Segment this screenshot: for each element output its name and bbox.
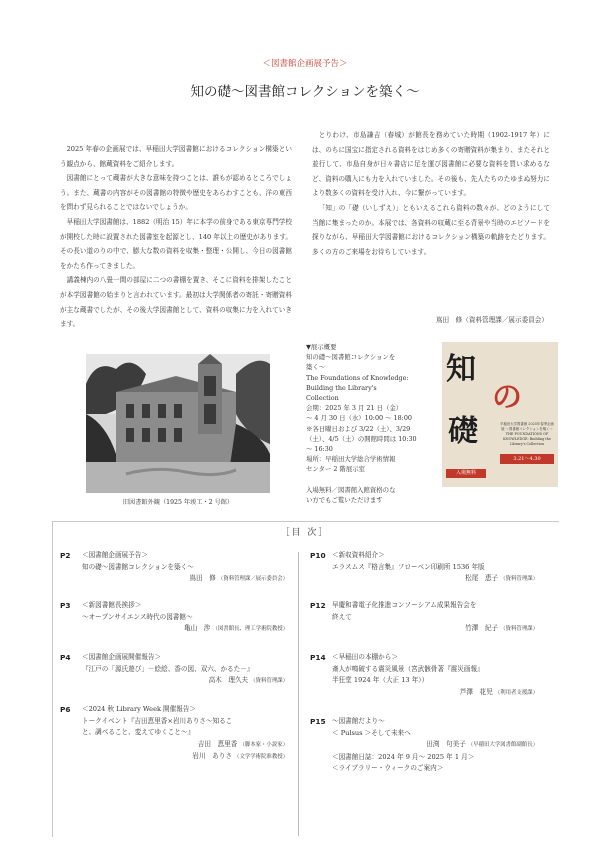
exhibit-line: 場所：早稲田大学総合学術情報 [306,455,396,464]
exhibit-line: 会期：2025 年 3 月 21 日（金） [306,404,403,413]
poster-text [500,422,554,447]
toc-line: 早慶和書電子化推進コンソーシアム成果報告会を [332,601,477,609]
article-left-column [60,142,292,332]
toc-entry-p12[interactable] [310,600,542,636]
toc-divider [298,552,299,836]
poster-char: 礎 [448,414,478,449]
toc-entry-p4[interactable] [60,652,292,688]
toc-line: ＜図書館企画展開催報告＞ [82,653,162,661]
toc-line: 知の礎〜図書館コレクションを築く〜 [82,562,194,571]
exhibit-line: 〜 4 月 30 日（水）10:00 〜 18:00 [306,414,412,423]
toc-line: 〜オープンサイエンス時代の図書館〜 [82,612,193,621]
exhibition-poster [442,342,558,487]
toc-entry-p14[interactable] [310,652,542,699]
toc-title: ［目 次］ [280,528,330,538]
exhibit-line: い方でもご覧いただけます [306,496,383,505]
poster-dates: 3.21〜4.30 [500,454,554,464]
toc-line: と、調べること、変えてゆくこと〜』 [82,728,195,737]
exhibit-line: 築く〜 [306,363,326,372]
poster-char: の [492,380,522,415]
toc-author: 岩川 ありさ （文学学術院准教授） [192,752,288,761]
paragraph: 早稲田大学図書館は、1882（明治 15）年に本学の前身である東京専門学校が開校した時に設置された図書室を起源とし、140 年以上の歴史があります。その長い道のりの中で、膨大な数の資料を収集・整理・公開し、今日の図書館をかたち作ってきました。 [60,217,292,270]
exhibit-line: センター 2 階展示室 [306,465,365,474]
toc-page: P6 [60,705,71,714]
exhibit-line: Collection [306,394,339,403]
toc-author: 吉田 恵里香 （脚本家・小説家） [197,739,288,748]
toc-page: P14 [310,653,326,662]
toc-line: ＜新図書館長挨拶＞ [82,601,142,609]
poster-free-badge: 入場無料 [446,469,486,478]
toc-page: P12 [310,601,326,610]
exhibit-line: ▼展示概要 [306,343,337,351]
toc-line: ＜図書館企画展予告＞ [82,551,148,559]
building-illustration [86,354,270,493]
toc-author: 亀山 渉 （図書館長、理工学術院教授） [184,624,288,633]
poster-english: THE FOUNDATIONS OF KNOWLEDGE: Building the Library's Collection [503,432,551,446]
toc-line: 『江戸の「源氏遊び」－絵絵、香の図、双六、かるた－』 [82,664,254,673]
paragraph: 図書館にとって蔵書が大きな意味を持つことは、誰もが認めるところでしょう。また、蔵書の内容がその図書館の特徴や歴史をあらわすことも、洋の東西を問わず見られることではないでしょうか。 [60,174,292,212]
exhibit-line: Building the Library's [306,383,377,392]
paragraph: とりわけ、市島謙吉（春城）が館長を務めていた時期（1902-1917 年）には、のちに国宝に指定される資料をはじめ多くの寄贈資料が集まり、またそれと並行して、市島自身が日々書店に足を運び図書館に必要な資料を買い求めるなど、資料の購入にも力を入れていました。その後も、先人たちのたゆまぬ努力により数多くの資料を受け入れ、今に繋がっています。 [312,131,550,198]
toc-line: ＜早稲田の本棚から＞ [332,653,398,661]
toc-author: 竹澤 紀子 （資料管理課） [465,624,538,633]
exhibit-overview [306,342,438,505]
toc-page: P3 [60,601,71,610]
page-title: 知の礎〜図書館コレクションを築く〜 [190,84,420,100]
toc-entry-p3[interactable] [60,600,292,636]
library-building-photo [86,354,270,493]
toc-line: エラスムス『格言集』フローベン印刷所 1536 年版 [332,562,485,571]
article-signature: 嶌田 修（資料管理課／展示委員会） [435,316,548,324]
paragraph: 講義棟内の八畳一間の部屋に二つの書棚を置き、そこに資料を排架したことが本学図書館の始まりと言われています。最初は大学関係者の寄託・寄贈資料が主な蔵書でしたが、その後大学図書館として、資料の収集に力を入れていきます。 [60,276,292,329]
toc-entry-p15[interactable] [310,716,542,775]
poster-char: 知 [446,352,476,387]
exhibit-line [306,475,438,485]
photo-caption: 旧図書館外観（1925 年竣工・2 号館） [122,499,234,506]
toc-entry-p2[interactable] [60,550,292,586]
toc-line: ＜2024 秋 Library Week 開催報告＞ [82,705,197,713]
toc-page: P2 [60,551,71,560]
poster-subtitle: 早稲田大学図書館 2025年春季企画展 〜図書館コレクションを築く〜 [500,422,554,431]
toc-entry-p6[interactable] [60,704,292,764]
toc-entry-p10[interactable] [310,550,542,586]
toc-line: ＜ Pulsus ＞そして未来へ [332,728,411,737]
toc-line: ＜図書館日誌：2024 年 9 月〜 2025 年 1 月＞ [332,752,475,761]
toc-line: ＜新収資料紹介＞ [332,551,385,559]
toc-line: 終えて [332,612,352,621]
toc-line: 〜図書館だより〜 [332,717,385,725]
toc-line: 半狂堂 1924 年（大正 13 年）） [332,676,429,685]
paragraph: 「知」の「礎（いしずえ）」ともいえるこれら資料の数々が、どのようにして当館に集まったのか。本展では、各資料の収蔵に至る背景や当時のエピソードを探りながら、早稲田大学図書館におけるコレクション構築の軌跡をたどります。多くの方のご来場をお待ちしています。 [312,203,550,256]
exhibit-line: （土）、4/5（土）の開館時間は 10:30 [306,434,417,443]
exhibit-line: ※各日曜日および 3/22（土）、3/29 [306,424,411,433]
toc-author: 松尾 恵子 （資料管理課） [465,574,538,583]
article-right-column [312,128,550,259]
exhibit-line: 〜 16:30 [306,445,333,454]
toc-author: 芦澤 花児 （利用者支援課） [459,687,538,696]
toc-author: 高木 理久夫 （資料管理課） [208,676,288,685]
toc-line: 斎人が鳴破する震災風景（宮武骸骨著『震災画報』 [332,664,484,673]
toc-page: P4 [60,653,71,662]
toc-line: トークイベント『吉田恵里香×岩川ありさ〜知るこ [82,716,233,725]
toc-page: P10 [310,551,326,560]
exhibit-line: 知の礎〜図書館コレクションを [306,353,396,362]
toc-page: P15 [310,717,326,726]
toc-author: 田渕 句美子 （早稲田大学図書館副館長） [426,740,538,749]
exhibit-line: The Foundations of Knowledge: [306,373,409,382]
toc-author: 嶌田 修 （資料管理課／展示委員会） [189,574,288,583]
toc-line: ＜ライブラリー・ウィークのご案内＞ [332,764,444,773]
exhibit-line: 入場無料／図書館入館資格のな [306,485,396,494]
paragraph: 2025 年春の企画展では、早稲田大学図書館におけるコレクション構築という観点から、館蔵資料をご紹介します。 [60,145,292,168]
section-label: ＜図書館企画展予告＞ [262,59,348,69]
